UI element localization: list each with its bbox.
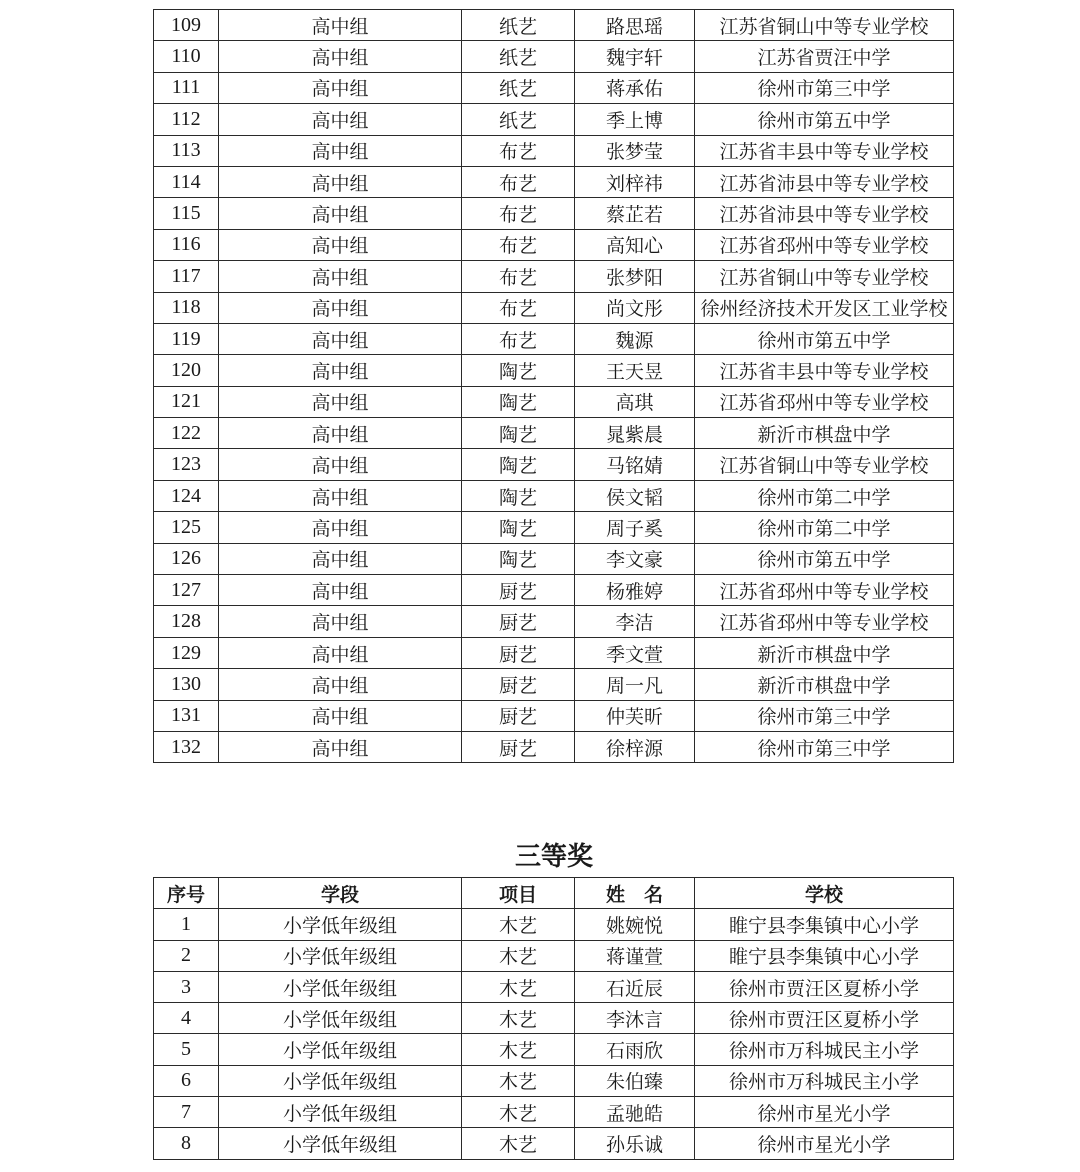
table-row [154,10,954,41]
cell-index: 123 [154,449,219,480]
cell-name: 姚婉悦 [575,909,695,940]
cell-project: 厨艺 [462,575,575,606]
cell-stage: 高中组 [219,166,462,197]
cell-project: 陶艺 [462,449,575,480]
cell-stage: 高中组 [219,731,462,762]
table-row [154,1128,954,1159]
cell-stage: 高中组 [219,72,462,103]
cell-name: 蒋谨萱 [575,940,695,971]
cell-name: 晁紫晨 [575,418,695,449]
cell-index: 120 [154,355,219,386]
cell-stage: 高中组 [219,198,462,229]
cell-stage: 小学低年级组 [219,1065,462,1096]
table-row [154,480,954,511]
cell-school: 江苏省邳州中等专业学校 [695,606,954,637]
cell-stage: 高中组 [219,418,462,449]
cell-name: 张梦莹 [575,135,695,166]
table-row [154,292,954,323]
cell-index: 115 [154,198,219,229]
cell-stage: 高中组 [219,10,462,41]
cell-name: 蒋承佑 [575,72,695,103]
table-row [154,386,954,417]
cell-index: 1 [154,909,219,940]
cell-stage: 高中组 [219,386,462,417]
table-row [154,909,954,940]
cell-school: 新沂市棋盘中学 [695,669,954,700]
cell-project: 厨艺 [462,606,575,637]
table-row [154,1034,954,1065]
cell-project: 陶艺 [462,386,575,417]
cell-project: 厨艺 [462,731,575,762]
cell-project: 厨艺 [462,669,575,700]
cell-index: 6 [154,1065,219,1096]
table-row [154,198,954,229]
cell-school: 徐州市第三中学 [695,731,954,762]
cell-name: 周一凡 [575,669,695,700]
cell-name: 季文萱 [575,637,695,668]
cell-stage: 高中组 [219,512,462,543]
table-row [154,606,954,637]
cell-stage: 小学低年级组 [219,909,462,940]
cell-name: 侯文韬 [575,480,695,511]
cell-index: 122 [154,418,219,449]
cell-stage: 高中组 [219,449,462,480]
section-title-third-prize: 三等奖 [514,842,593,872]
table-row [154,1003,954,1034]
cell-school: 江苏省铜山中等专业学校 [695,449,954,480]
cell-school: 江苏省铜山中等专业学校 [695,261,954,292]
cell-index: 8 [154,1128,219,1159]
cell-project: 纸艺 [462,104,575,135]
cell-stage: 小学低年级组 [219,1128,462,1159]
cell-name: 李文豪 [575,543,695,574]
cell-stage: 小学低年级组 [219,1003,462,1034]
cell-index: 110 [154,41,219,72]
cell-stage: 小学低年级组 [219,1097,462,1128]
cell-school: 徐州市贾汪区夏桥小学 [695,971,954,1002]
cell-index: 5 [154,1034,219,1065]
cell-name: 孙乐诚 [575,1128,695,1159]
cell-index: 7 [154,1097,219,1128]
cell-project: 布艺 [462,166,575,197]
cell-school: 徐州市第三中学 [695,700,954,731]
table-row [154,971,954,1002]
cell-school: 徐州市第三中学 [695,72,954,103]
cell-name: 仲芙昕 [575,700,695,731]
cell-stage: 高中组 [219,543,462,574]
cell-name: 张梦阳 [575,261,695,292]
table-header-row [154,878,954,909]
cell-index: 132 [154,731,219,762]
cell-index: 121 [154,386,219,417]
cell-name: 尚文彤 [575,292,695,323]
table-row [154,512,954,543]
cell-school: 徐州市贾汪区夏桥小学 [695,1003,954,1034]
cell-stage: 高中组 [219,41,462,72]
cell-school: 江苏省沛县中等专业学校 [695,166,954,197]
cell-index: 128 [154,606,219,637]
cell-index: 116 [154,229,219,260]
table-row [154,940,954,971]
cell-name: 周子奚 [575,512,695,543]
cell-index: 118 [154,292,219,323]
cell-school: 徐州市第二中学 [695,512,954,543]
cell-index: 113 [154,135,219,166]
cell-project: 布艺 [462,135,575,166]
cell-school: 江苏省沛县中等专业学校 [695,198,954,229]
cell-stage: 高中组 [219,229,462,260]
cell-name: 高琪 [575,386,695,417]
cell-school: 新沂市棋盘中学 [695,418,954,449]
table-row [154,700,954,731]
cell-project: 木艺 [462,1065,575,1096]
cell-name: 朱伯臻 [575,1065,695,1096]
cell-stage: 小学低年级组 [219,940,462,971]
cell-school: 徐州经济技术开发区工业学校 [695,292,954,323]
cell-name: 李沐言 [575,1003,695,1034]
cell-project: 纸艺 [462,10,575,41]
cell-stage: 高中组 [219,261,462,292]
cell-index: 109 [154,10,219,41]
cell-school: 徐州市第五中学 [695,543,954,574]
cell-project: 陶艺 [462,480,575,511]
header-index: 序号 [154,878,219,909]
cell-project: 陶艺 [462,512,575,543]
table-row [154,418,954,449]
cell-project: 布艺 [462,229,575,260]
table-row [154,166,954,197]
cell-stage: 高中组 [219,669,462,700]
cell-name: 魏源 [575,323,695,354]
cell-index: 130 [154,669,219,700]
cell-project: 陶艺 [462,418,575,449]
table-row [154,72,954,103]
cell-name: 李洁 [575,606,695,637]
cell-index: 124 [154,480,219,511]
cell-project: 布艺 [462,261,575,292]
cell-name: 石近辰 [575,971,695,1002]
third-prize-table [153,877,954,1160]
cell-project: 木艺 [462,971,575,1002]
cell-stage: 高中组 [219,575,462,606]
table-row [154,355,954,386]
cell-name: 徐梓源 [575,731,695,762]
cell-project: 厨艺 [462,700,575,731]
cell-project: 布艺 [462,323,575,354]
cell-stage: 高中组 [219,637,462,668]
cell-index: 119 [154,323,219,354]
cell-index: 126 [154,543,219,574]
cell-index: 125 [154,512,219,543]
cell-project: 布艺 [462,198,575,229]
cell-stage: 高中组 [219,480,462,511]
cell-stage: 高中组 [219,606,462,637]
award-table-body [154,10,954,763]
table-row [154,543,954,574]
cell-project: 纸艺 [462,72,575,103]
table-row [154,1097,954,1128]
cell-index: 3 [154,971,219,1002]
cell-name: 季上博 [575,104,695,135]
award-table-continued [153,9,954,763]
cell-name: 石雨欣 [575,1034,695,1065]
cell-school: 徐州市第五中学 [695,323,954,354]
cell-index: 131 [154,700,219,731]
cell-name: 杨雅婷 [575,575,695,606]
cell-project: 木艺 [462,1003,575,1034]
cell-school: 徐州市第二中学 [695,480,954,511]
cell-project: 陶艺 [462,355,575,386]
cell-name: 蔡芷若 [575,198,695,229]
cell-index: 129 [154,637,219,668]
cell-project: 木艺 [462,909,575,940]
cell-project: 纸艺 [462,41,575,72]
cell-name: 魏宇轩 [575,41,695,72]
table-row [154,1065,954,1096]
cell-school: 江苏省丰县中等专业学校 [695,355,954,386]
cell-school: 徐州市万科城民主小学 [695,1034,954,1065]
cell-school: 徐州市第五中学 [695,104,954,135]
cell-stage: 小学低年级组 [219,971,462,1002]
table-row [154,41,954,72]
cell-school: 江苏省贾汪中学 [695,41,954,72]
cell-school: 江苏省铜山中等专业学校 [695,10,954,41]
cell-school: 江苏省丰县中等专业学校 [695,135,954,166]
cell-index: 111 [154,72,219,103]
cell-index: 2 [154,940,219,971]
cell-stage: 小学低年级组 [219,1034,462,1065]
cell-stage: 高中组 [219,323,462,354]
table-row [154,575,954,606]
table-row [154,229,954,260]
cell-school: 徐州市万科城民主小学 [695,1065,954,1096]
cell-school: 江苏省邳州中等专业学校 [695,386,954,417]
cell-stage: 高中组 [219,355,462,386]
cell-school: 江苏省邳州中等专业学校 [695,575,954,606]
table-row [154,449,954,480]
cell-project: 木艺 [462,1097,575,1128]
table-row [154,104,954,135]
cell-project: 布艺 [462,292,575,323]
header-name: 姓 名 [575,878,695,909]
cell-project: 陶艺 [462,543,575,574]
cell-index: 127 [154,575,219,606]
cell-name: 刘梓祎 [575,166,695,197]
cell-stage: 高中组 [219,135,462,166]
cell-stage: 高中组 [219,104,462,135]
table-row [154,323,954,354]
cell-school: 睢宁县李集镇中心小学 [695,940,954,971]
cell-index: 117 [154,261,219,292]
cell-project: 木艺 [462,1128,575,1159]
cell-project: 厨艺 [462,637,575,668]
table-row [154,261,954,292]
cell-project: 木艺 [462,940,575,971]
cell-name: 马铭婧 [575,449,695,480]
third-prize-table-body [154,909,954,1159]
cell-index: 112 [154,104,219,135]
cell-school: 徐州市星光小学 [695,1128,954,1159]
cell-name: 孟驰皓 [575,1097,695,1128]
header-school: 学校 [695,878,954,909]
table-row [154,669,954,700]
cell-school: 江苏省邳州中等专业学校 [695,229,954,260]
cell-name: 路思瑶 [575,10,695,41]
cell-project: 木艺 [462,1034,575,1065]
cell-name: 高知心 [575,229,695,260]
header-project: 项目 [462,878,575,909]
cell-stage: 高中组 [219,292,462,323]
cell-school: 徐州市星光小学 [695,1097,954,1128]
table-row [154,637,954,668]
table-row [154,135,954,166]
cell-school: 新沂市棋盘中学 [695,637,954,668]
cell-name: 王天昱 [575,355,695,386]
cell-index: 114 [154,166,219,197]
cell-school: 睢宁县李集镇中心小学 [695,909,954,940]
header-stage: 学段 [219,878,462,909]
cell-stage: 高中组 [219,700,462,731]
cell-index: 4 [154,1003,219,1034]
table-row [154,731,954,762]
